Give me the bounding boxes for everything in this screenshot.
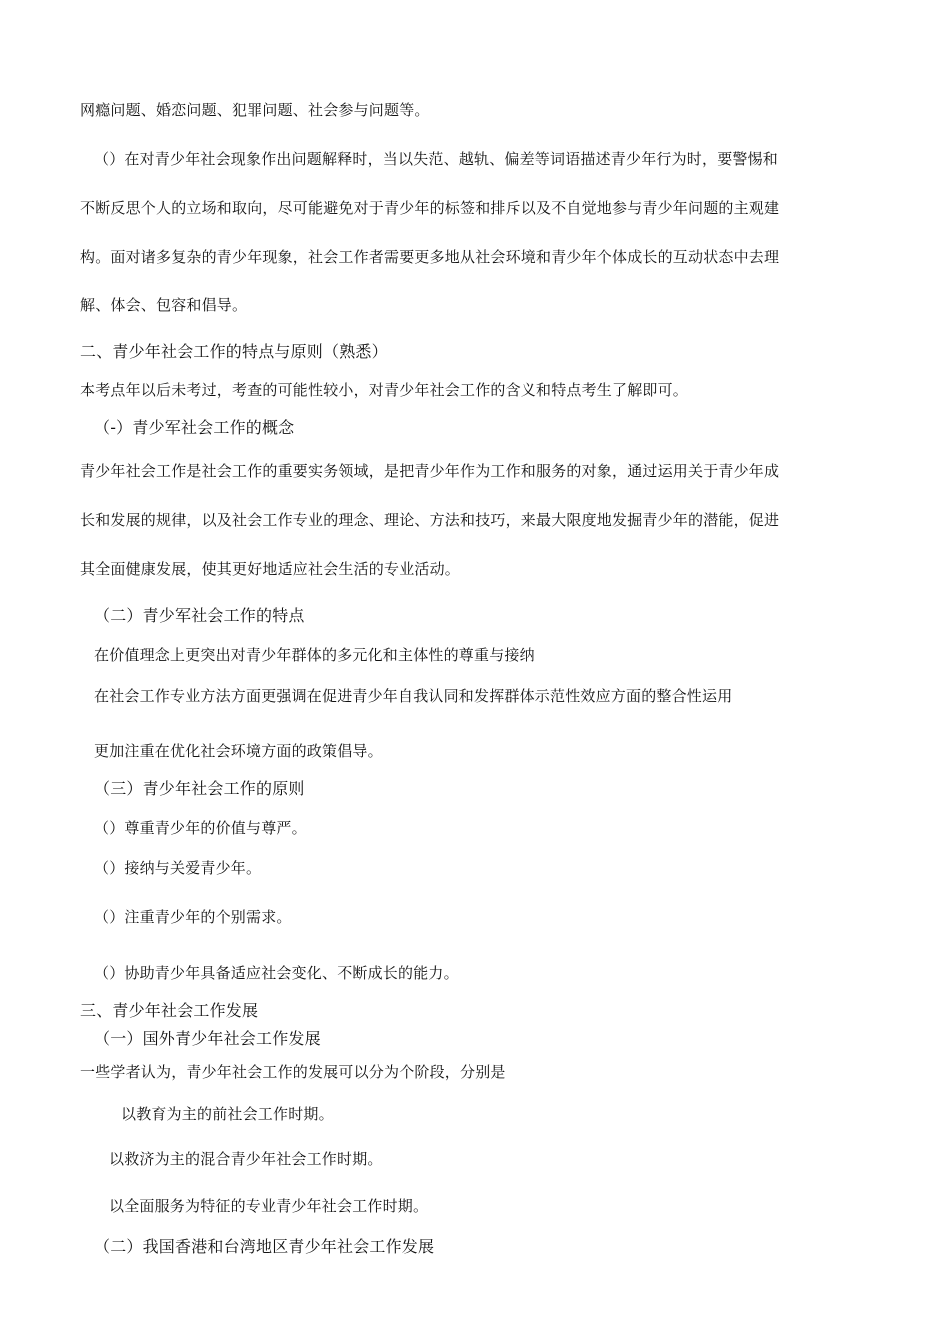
subsection-heading: （-）青少军社会工作的概念 (94, 418, 295, 437)
subsection-heading: （一）国外青少年社会工作发展 (94, 1029, 321, 1048)
paragraph-line: 本考点年以后未考过，考查的可能性较小，对青少年社会工作的含义和特点考生了解即可。 (80, 381, 689, 399)
subsection-heading: （二）青少军社会工作的特点 (94, 606, 305, 625)
list-item: （）接纳与关爱青少年。 (94, 859, 262, 877)
paragraph-line: 更加注重在优化社会环境方面的政策倡导。 (94, 742, 383, 760)
list-item: （）协助青少年具备适应社会变化、不断成长的能力。 (94, 964, 459, 982)
list-item: 以教育为主的前社会工作时期。 (121, 1105, 334, 1123)
list-item: （）尊重青少年的价值与尊严。 (94, 819, 307, 837)
subsection-heading: （三）青少年社会工作的原则 (94, 779, 305, 798)
list-item: 以全面服务为特征的专业青少年社会工作时期。 (109, 1197, 429, 1215)
paragraph-line: 构。面对诸多复杂的青少年现象，社会工作者需要更多地从社会环境和青少年个体成长的互动状态中去理 (80, 248, 780, 266)
list-item: （）注重青少年的个别需求。 (94, 908, 292, 926)
paragraph-line: （）在对青少年社会现象作出问题解释时，当以失范、越轨、偏差等词语描述青少年行为时，要警惕和 (94, 150, 779, 168)
paragraph-line: 长和发展的规律，以及社会工作专业的理念、理论、方法和技巧，来最大限度地发掘青少年的潜能，促进 (80, 511, 780, 529)
paragraph-line: 在社会工作专业方法方面更强调在促进青少年自我认同和发挥群体示范性效应方面的整合性运用 (94, 687, 733, 705)
section-heading: 三、青少年社会工作发展 (80, 1001, 259, 1020)
subsection-heading: （二）我国香港和台湾地区青少年社会工作发展 (94, 1237, 435, 1256)
paragraph-line: 一些学者认为，青少年社会工作的发展可以分为个阶段，分别是 (80, 1063, 506, 1081)
paragraph-line: 在价值理念上更突出对青少年群体的多元化和主体性的尊重与接纳 (94, 646, 535, 664)
paragraph-line: 网瘾问题、婚恋问题、犯罪问题、社会参与问题等。 (80, 101, 430, 119)
list-item: 以救济为主的混合青少年社会工作时期。 (109, 1150, 383, 1168)
paragraph-line: 解、体会、包容和倡导。 (80, 296, 248, 314)
paragraph-line: 青少年社会工作是社会工作的重要实务领域，是把青少年作为工作和服务的对象，通过运用关于青少年成 (80, 462, 780, 480)
section-heading: 二、青少年社会工作的特点与原则（熟悉） (80, 342, 388, 361)
paragraph-line: 其全面健康发展，使其更好地适应社会生活的专业活动。 (80, 560, 461, 578)
paragraph-line: 不断反思个人的立场和取向，尽可能避免对于青少年的标签和排斥以及不自觉地参与青少年问题的主观建 (80, 199, 780, 217)
